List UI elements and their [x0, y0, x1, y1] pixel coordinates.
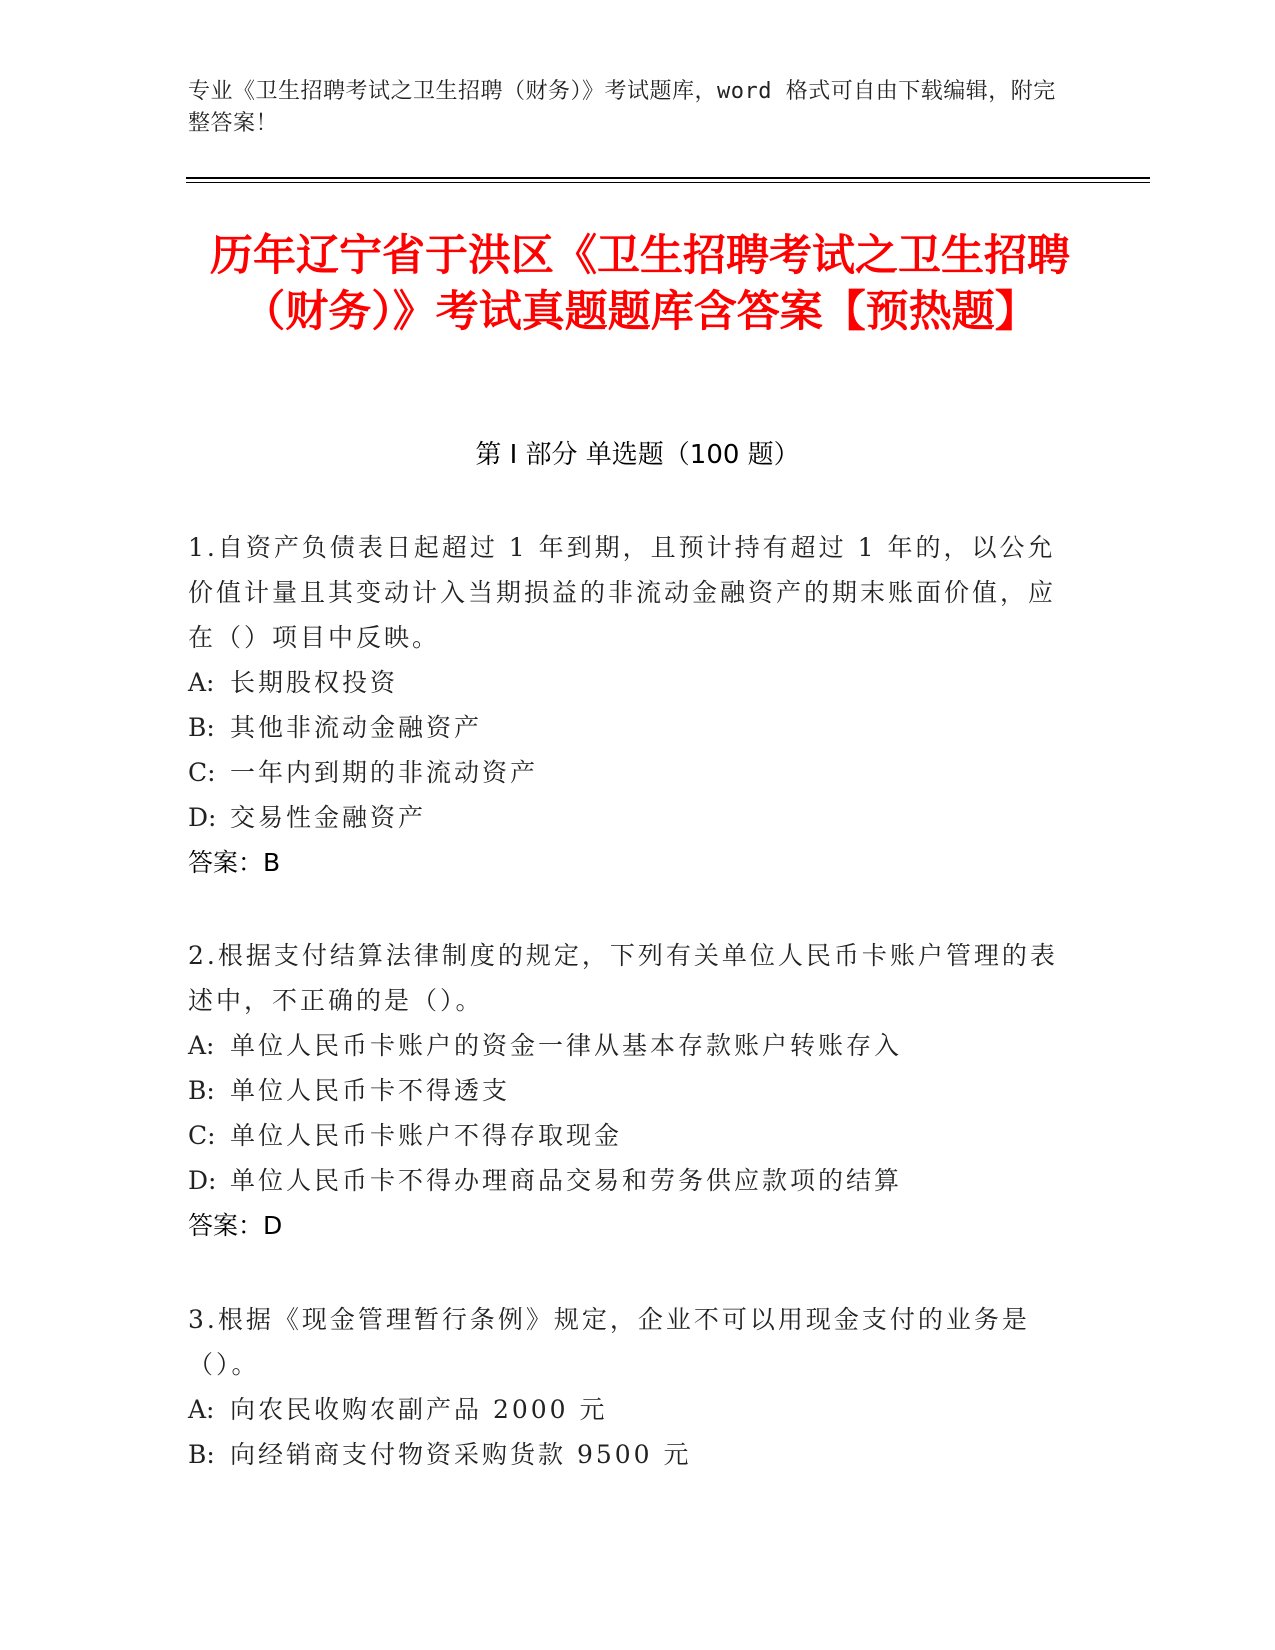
- option-d: [188, 1158, 1068, 1203]
- option-text: 单位人民币卡不得透支: [230, 1076, 511, 1105]
- option-text: 单位人民币卡账户不得存取现金: [230, 1121, 623, 1150]
- option-text: 交易性金融资产: [230, 803, 427, 832]
- document-title: 历年辽宁省于洪区《卫生招聘考试之卫生招聘（财务）》考试真题题库含答案【预热题】: [210, 231, 1070, 337]
- option-key: A:: [188, 1031, 215, 1060]
- question-stem: 2.根据支付结算法律制度的规定，下列有关单位人民币卡账户管理的表述中，不正确的是（）。: [188, 941, 1058, 1015]
- option-text: 单位人民币卡不得办理商品交易和劳务供应款项的结算: [230, 1166, 903, 1195]
- question-1: [188, 525, 1068, 885]
- section-heading: 第 I 部分 单选题（100 题）: [475, 440, 800, 470]
- header-divider-thin: [186, 182, 1150, 183]
- option-a: [188, 1387, 1068, 1432]
- option-key: D:: [188, 1166, 217, 1195]
- option-key: B:: [188, 1440, 215, 1469]
- option-text: 其他非流动金融资产: [230, 713, 483, 742]
- question-3: [188, 1297, 1068, 1477]
- option-a: [188, 660, 1068, 705]
- option-c: [188, 1113, 1068, 1158]
- option-key: C:: [188, 1121, 216, 1150]
- option-c: [188, 750, 1068, 795]
- header-note: 专业《卫生招聘考试之卫生招聘（财务）》考试题库，word 格式可自由下载编辑，附完整答案！: [188, 79, 1056, 136]
- option-key: B:: [188, 713, 215, 742]
- option-text: 长期股权投资: [230, 668, 399, 697]
- question-stem: 3.根据《现金管理暂行条例》规定，企业不可以用现金支付的业务是（）。: [188, 1305, 1030, 1379]
- option-text: 向农民收购农副产品 2000 元: [230, 1395, 608, 1424]
- header-divider-thick: [186, 177, 1150, 179]
- question-stem: 1.自资产负债表日起超过 1 年到期，且预计持有超过 1 年的，以公允价值计量且其变动计入当期损益的非流动金融资产的期末账面价值，应在（）项目中反映。: [188, 533, 1057, 652]
- option-b: [188, 1068, 1068, 1113]
- option-key: A:: [188, 668, 215, 697]
- answer-line: 答案：D: [188, 1211, 283, 1240]
- option-key: B:: [188, 1076, 215, 1105]
- question-2: [188, 933, 1068, 1248]
- option-text: 单位人民币卡账户的资金一律从基本存款账户转账存入: [230, 1031, 903, 1060]
- option-b: [188, 705, 1068, 750]
- option-key: C:: [188, 758, 216, 787]
- option-d: [188, 795, 1068, 840]
- option-text: 向经销商支付物资采购货款 9500 元: [230, 1440, 692, 1469]
- option-b: [188, 1432, 1068, 1477]
- option-a: [188, 1023, 1068, 1068]
- option-key: D:: [188, 803, 217, 832]
- option-key: A:: [188, 1395, 215, 1424]
- option-text: 一年内到期的非流动资产: [230, 758, 539, 787]
- answer-line: 答案：B: [188, 848, 281, 877]
